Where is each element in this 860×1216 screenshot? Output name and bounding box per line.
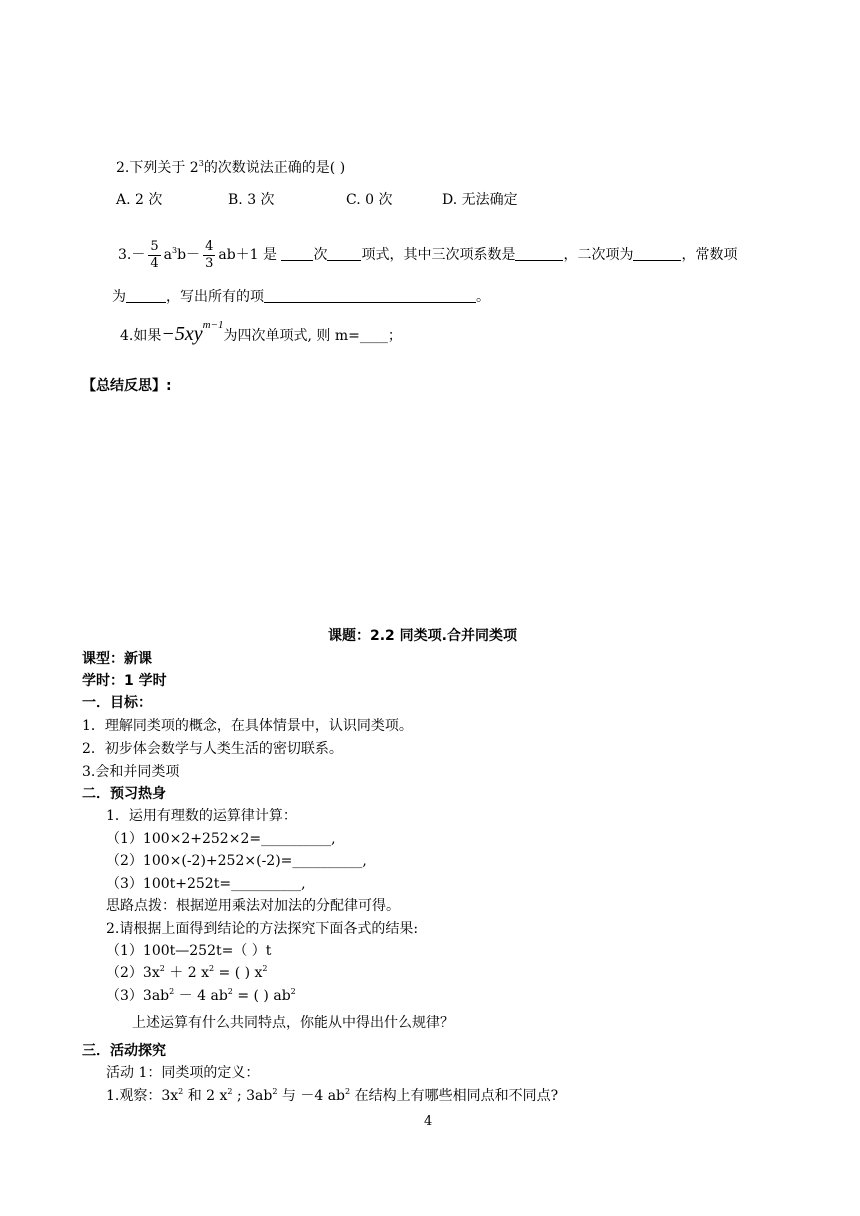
q4-text: 4.如果 — [120, 328, 162, 344]
q2-option-d: D. 无法确定 — [442, 192, 518, 208]
q3-term2: ab＋1 是 — [218, 247, 278, 264]
q3-frac1-numerator: 5 — [150, 239, 159, 254]
q3-frac1-denominator: 4 — [150, 255, 159, 271]
summary-heading: 【总结反思】: — [82, 378, 172, 394]
warmup-heading: 二．预习热身 — [82, 786, 166, 802]
q4-exponent: m−1 — [202, 319, 224, 331]
q2-option-b: B. 3 次 — [228, 192, 275, 208]
q2-option-a: A. 2 次 — [116, 192, 163, 208]
q4-text-after: 为四次单项式, 则 m=____； — [223, 328, 402, 344]
q2-options — [116, 192, 518, 209]
question-2 — [116, 160, 345, 177]
lesson-hours: 学时：1 学时 — [82, 673, 167, 689]
q4-monomial: −5xy — [161, 323, 203, 345]
exponent: 2 — [227, 1087, 233, 1096]
q3-line2-text-1: 为 — [112, 289, 126, 305]
exponent: 2 — [169, 987, 175, 996]
q3-term1-exponent: 3 — [172, 246, 178, 256]
warmup-item: （3）100t+252t=__________, — [106, 876, 306, 892]
warmup2-item-1: （1）100t—252t=（ ）t — [106, 943, 272, 959]
q3-frac2-denominator: 3 — [205, 255, 214, 271]
q2-exponent: 3 — [198, 159, 204, 168]
activity-1: 活动 1：同类项的定义： — [106, 1065, 260, 1081]
observe-question — [106, 1088, 558, 1105]
q3-blank-all-terms[interactable] — [264, 288, 476, 303]
q3-blank-degree[interactable] — [281, 246, 313, 261]
exponent: 2 — [178, 1087, 184, 1096]
q3-fraction-1 — [148, 240, 160, 270]
warmup-item: （1）100×2+252×2=__________, — [106, 831, 336, 847]
question-3 — [118, 240, 737, 270]
page-number: 4 — [424, 1114, 433, 1129]
q3-blank-quadratic[interactable] — [633, 246, 681, 261]
exponent: 2 — [159, 964, 165, 973]
rule-question: 上述运算有什么共同特点，你能从中得出什么规律？ — [132, 1015, 454, 1031]
hint-text: 思路点拨：根据逆用乘法对加法的分配律可得。 — [106, 898, 400, 914]
exponent: 2 — [290, 987, 296, 996]
warmup2-item-2 — [106, 965, 268, 982]
lesson-title: 课题：2.2 同类项.合并同类项 — [328, 628, 517, 644]
q3-line2-text-2: ，写出所有的项 — [166, 289, 264, 305]
q2-text: 2.下列关于 2 — [116, 160, 199, 176]
goals-heading: 一．目标： — [82, 695, 152, 711]
q3-blank-coefficient[interactable] — [515, 246, 563, 261]
question-4 — [120, 319, 402, 346]
expr-part: 1.观察：3x — [106, 1088, 179, 1104]
expr-part: = ( ) x — [214, 965, 263, 981]
q3-line2-text-3: 。 — [476, 289, 490, 305]
warmup-question-1: 1．运用有理数的运算律计算： — [106, 808, 297, 824]
q3-frac2-numerator: 4 — [205, 239, 214, 254]
q3-blank-terms[interactable] — [327, 246, 361, 261]
warmup2-item-3 — [106, 988, 296, 1005]
q2-option-c: C. 0 次 — [346, 192, 393, 208]
q3-fraction-2 — [203, 240, 215, 270]
expr-part: 与 －4 ab — [277, 1088, 346, 1104]
q3-text-3: ，二次项为 — [563, 247, 634, 264]
question-3-line-2 — [112, 288, 490, 306]
expr-part: 在结构上有哪些相同点和不同点? — [350, 1088, 559, 1104]
expr-part: － 4 ab — [174, 988, 228, 1004]
expr-part: = ( ) ab — [232, 988, 291, 1004]
goal-item: 2．初步体会数学与人类生活的密切联系。 — [82, 741, 343, 757]
exponent: 2 — [227, 987, 233, 996]
warmup-question-2: 2.请根据上面得到结论的方法探究下面各式的结果: — [106, 921, 419, 937]
lesson-type: 课型：新课 — [82, 651, 152, 667]
exponent: 2 — [272, 1087, 278, 1096]
expr-part: （2）3x — [106, 965, 160, 981]
warmup-item: （2）100×(-2)+252×(-2)=__________, — [106, 853, 367, 869]
q2-text-after: 的次数说法正确的是( ) — [203, 160, 346, 176]
exponent: 2 — [262, 964, 268, 973]
q3-number: 3.－ — [118, 247, 146, 264]
q3-blank-constant[interactable] — [126, 288, 166, 303]
exponent: 2 — [345, 1087, 351, 1096]
goal-item: 3.会和并同类项 — [82, 764, 180, 780]
q3-term1: a — [163, 247, 172, 264]
goal-item: 1．理解同类项的概念，在具体情景中，认识同类项。 — [82, 718, 413, 734]
q3-text-1: 次 — [313, 247, 328, 264]
explore-heading: 三．活动探究 — [82, 1043, 166, 1059]
expr-part: （3）3ab — [106, 988, 170, 1004]
q3-text-2: 项式，其中三次项系数是 — [361, 247, 516, 264]
exponent: 2 — [208, 964, 215, 973]
expr-part: 和 2 x — [183, 1088, 228, 1104]
expr-part: ; 3ab — [232, 1088, 273, 1104]
expr-part: ＋ 2 x — [164, 965, 209, 981]
q3-text-4: ，常数项 — [681, 247, 738, 264]
q3-term1-after: b－ — [177, 247, 201, 264]
